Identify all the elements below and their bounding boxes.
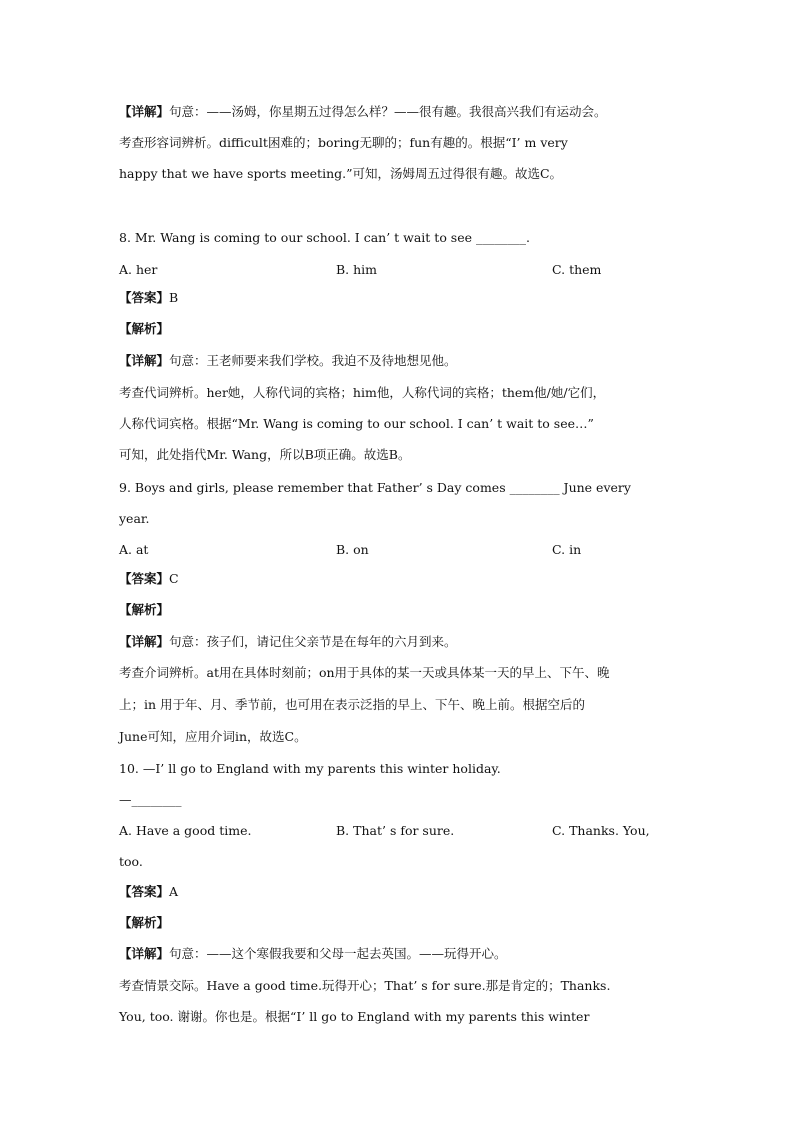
q10-detail-text: 句意：——这个寒假我要和父母一起去英国。——玩得开心。 (169, 946, 507, 961)
q10-jiexi-heading: 【解析】 (119, 915, 170, 930)
q8-detail-text: 句意：王老师要来我们学校。我迫不及待地想见他。 (169, 353, 457, 368)
q10-option-b: B. That’ s for sure. (336, 823, 455, 838)
q10-analysis-line-2: You, too. 谢谢。你也是。根据“I’ ll go to England with my parents this winter (119, 1009, 590, 1024)
q8-jiexi-heading: 【解析】 (119, 321, 170, 336)
q10-answer-value: A (169, 884, 179, 899)
q8-analysis-line-2: 人称代词宾格。根据“Mr. Wang is coming to our school. I can’ t wait to see…” (119, 416, 594, 431)
q8-answer-tag: 【答案】 (119, 290, 170, 305)
q8-option-c: C. them (552, 262, 602, 277)
q10-option-a: A. Have a good time. (119, 823, 252, 838)
q8-analysis-line-3: 可知，此处指代Mr. Wang，所以B项正确。故选B。 (119, 447, 411, 462)
q7-detail-line (119, 103, 607, 121)
q9-detail-line (119, 633, 457, 651)
q9-option-c: C. in (552, 542, 582, 557)
q8-detail-tag: 【详解】 (119, 353, 170, 368)
q10-option-c: C. Thanks. You, (552, 823, 650, 838)
q10-option-c-continued: too. (119, 854, 143, 869)
q10-stem-line-2: —________ (119, 792, 182, 807)
q9-answer-tag: 【答案】 (119, 571, 170, 586)
q8-analysis-line-1: 考查代词辨析。her她，人称代词的宾格；him他，人称代词的宾格；them他/她/它们， (119, 385, 606, 400)
q9-option-a: A. at (119, 542, 149, 557)
q7-detail-text: 句意：——汤姆，你星期五过得怎么样？——很有趣。我很高兴我们有运动会。 (169, 104, 607, 119)
q9-option-b: B. on (336, 542, 369, 557)
q10-answer-line (119, 883, 178, 901)
q9-analysis-line-1: 考查介词辨析。at用在具体时刻前；on用于具体的某一天或具体某一天的早上、下午、晚 (119, 665, 610, 680)
q9-jiexi-heading: 【解析】 (119, 602, 170, 617)
q9-answer-value: C (169, 571, 179, 586)
q8-detail-line (119, 352, 457, 370)
q9-stem-line-1: 9. Boys and girls, please remember that Father’ s Day comes ________ June every (119, 480, 631, 495)
q10-stem-line-1: 10. —I’ ll go to England with my parents this winter holiday. (119, 761, 501, 776)
q8-answer-value: B (169, 290, 179, 305)
q9-answer-line (119, 570, 179, 588)
q7-detail-tag: 【详解】 (119, 104, 170, 119)
q10-detail-line (119, 945, 507, 963)
q8-option-a: A. her (119, 262, 158, 277)
q10-answer-tag: 【答案】 (119, 884, 170, 899)
q8-stem: 8. Mr. Wang is coming to our school. I can’ t wait to see ________. (119, 230, 530, 245)
q10-detail-tag: 【详解】 (119, 946, 170, 961)
q8-answer-line (119, 289, 178, 307)
q7-analysis-line-2: happy that we have sports meeting.”可知，汤姆周五过得很有趣。故选C。 (119, 166, 563, 181)
q9-analysis-line-3: June可知，应用介词in，故选C。 (119, 729, 307, 744)
q9-analysis-line-2: 上；in 用于年、月、季节前，也可用在表示泛指的早上、下午、晚上前。根据空后的 (119, 697, 586, 712)
q9-detail-text: 句意：孩子们，请记住父亲节是在每年的六月到来。 (169, 634, 457, 649)
q10-analysis-line-1: 考查情景交际。Have a good time.玩得开心；That’ s for sure.那是肯定的；Thanks. (119, 978, 611, 993)
q7-analysis-line-1: 考查形容词辨析。difficult困难的；boring无聊的；fun有趣的。根据“I’ m very (119, 135, 568, 150)
q9-detail-tag: 【详解】 (119, 634, 170, 649)
q8-option-b: B. him (336, 262, 378, 277)
q9-stem-line-2: year. (119, 511, 150, 526)
